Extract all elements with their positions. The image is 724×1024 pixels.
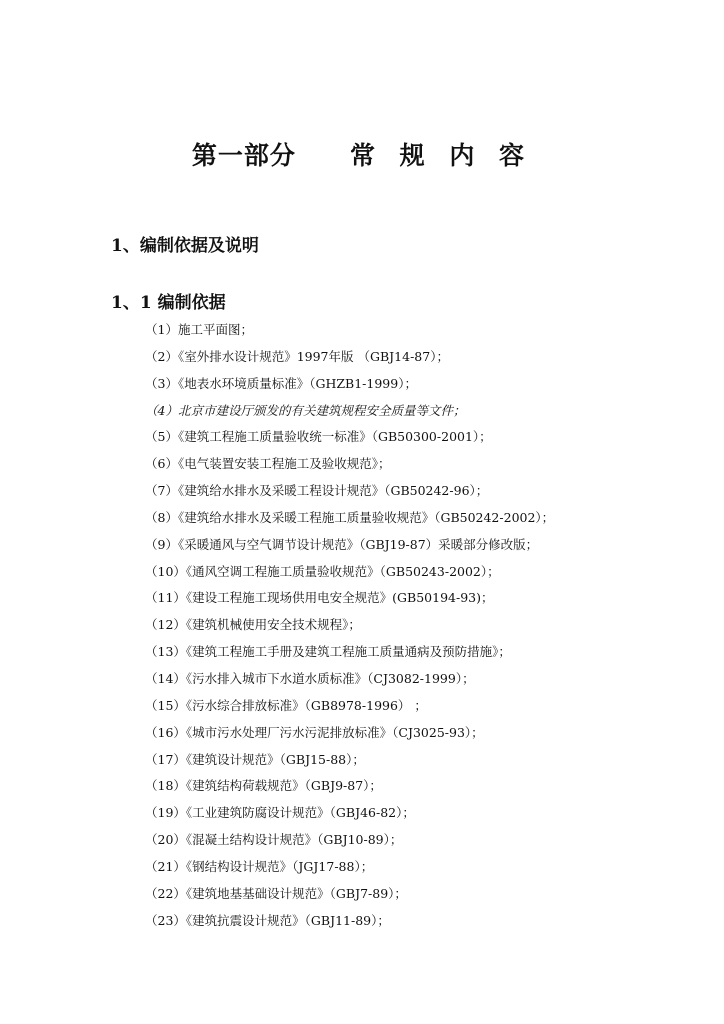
reference-item: （7）《建筑给水排水及采暖工程设计规范》（GB50242-96）； [145, 483, 489, 499]
reference-item: （16）《城市污水处理厂污水污泥排放标准》（CJ3025-93）； [145, 724, 484, 740]
reference-item: （17）《建筑设计规范》（GBJ15-88）； [145, 751, 365, 767]
reference-item: （18）《建筑结构荷载规范》（GBJ9-87）； [145, 778, 382, 794]
reference-item: （15）《污水综合排放标准》（GB8978-1996） ； [145, 697, 427, 713]
reference-item: （4）北京市建设厅颁发的有关建筑规程安全质量等文件； [145, 402, 466, 418]
reference-item: （19）《工业建筑防腐设计规范》（GBJ46-82）； [145, 805, 415, 821]
reference-item: （11）《建设工程施工现场供用电安全规范》(GB50194-93)； [145, 590, 494, 606]
subsection-heading: 1、1 编制依据 [111, 293, 226, 313]
reference-item: （12）《建筑机械使用安全技术规程》； [145, 617, 361, 633]
reference-item: （23）《建筑抗震设计规范》（GBJ11-89）； [145, 912, 390, 928]
title-subject: 常 规 内 容 [349, 141, 533, 170]
reference-item: （3）《地表水环境质量标准》（GHZB1-1999）； [145, 375, 417, 391]
reference-item: （13）《建筑工程施工手册及建筑工程施工质量通病及预防措施》； [145, 644, 511, 660]
section-heading: 1、编制依据及说明 [111, 236, 259, 256]
reference-item: （2）《室外排水设计规范》1997年版 （GBJ14-87）； [145, 348, 449, 364]
reference-item: （22）《建筑地基基础设计规范》（GBJ7-89）； [145, 885, 407, 901]
reference-item: （10）《通风空调工程施工质量验收规范》（GB50243-2002）； [145, 563, 500, 579]
reference-item: （21）《钢结构设计规范》（JGJ17-88）； [145, 858, 374, 874]
reference-item: （9）《采暖通风与空气调节设计规范》（GBJ19-87）采暖部分修改版； [145, 536, 539, 552]
reference-item: （6）《电气装置安装工程施工及验收规范》； [145, 456, 391, 472]
reference-item: （5）《建筑工程施工质量验收统一标准》（GB50300-2001）； [145, 429, 492, 445]
reference-item: （20）《混凝土结构设计规范》（GBJ10-89）； [145, 832, 403, 848]
reference-item: （1）施工平面图； [145, 322, 253, 337]
page-title [0, 136, 724, 172]
reference-item: （14）《污水排入城市下水道水质标准》（CJ3082-1999）； [145, 670, 475, 686]
reference-item: （8）《建筑给水排水及采暖工程施工质量验收规范》（GB50242-2002）； [145, 509, 555, 525]
reference-list [145, 317, 554, 934]
title-part: 第一部分 [191, 141, 296, 170]
